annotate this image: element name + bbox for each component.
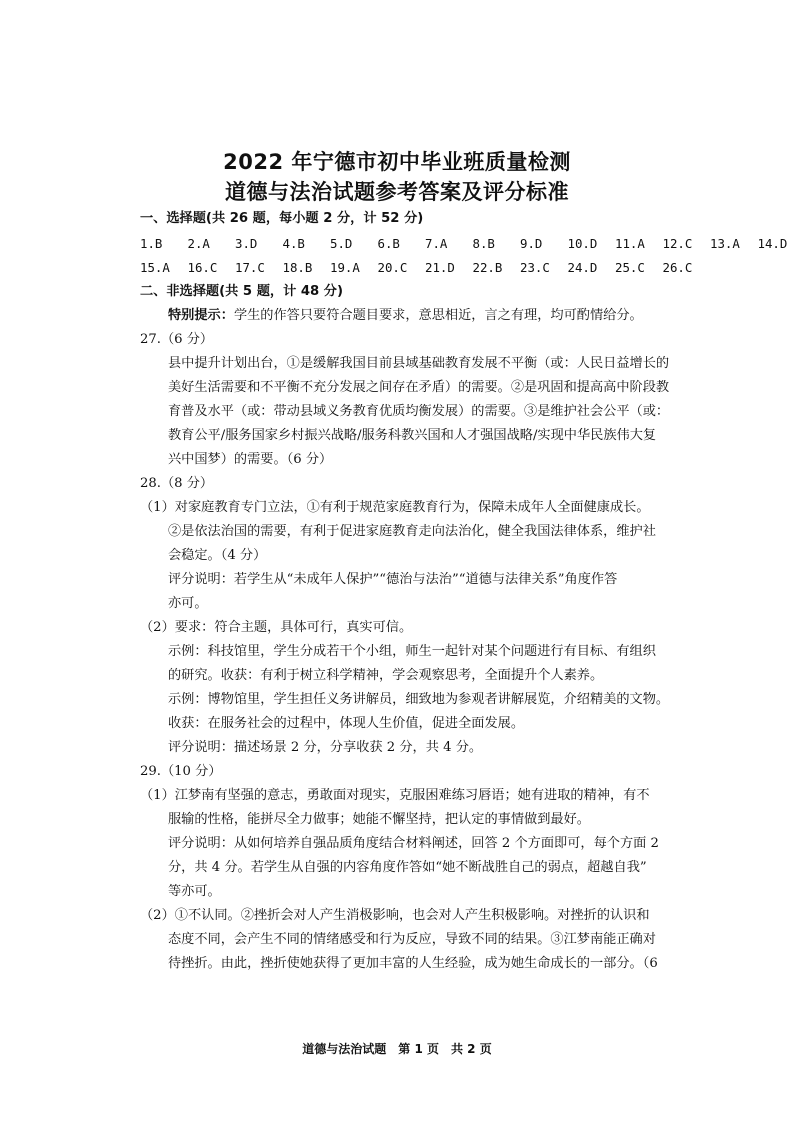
section1-heading: 一、选择题(共 26 题，每小题 2 分，计 52 分)	[140, 211, 424, 226]
answer-item: 26.C	[662, 260, 693, 275]
question-28-line: 评分说明：若学生从“未成年人保护”“德治与法治”“道德与法律关系”角度作答	[168, 572, 618, 587]
answer-item: 4.B	[282, 236, 305, 251]
answer-item: 10.D	[567, 236, 598, 251]
question-29-line: 等亦可。	[168, 884, 221, 899]
question-27-number: 27.（6 分）	[140, 332, 214, 347]
answer-item: 7.A	[425, 236, 448, 251]
answers-row-1	[140, 235, 794, 253]
answer-item: 1.B	[140, 236, 163, 251]
question-28-line: 的研究。收获：有利于树立科学精神，学会观察思考，全面提升个人素养。	[168, 668, 604, 683]
question-29-line: 分，共 4 分。若学生从自强的内容角度作答如“她不断战胜自己的弱点，超越自我”	[168, 860, 647, 875]
answer-item: 12.C	[662, 236, 693, 251]
answer-item: 3.D	[235, 236, 258, 251]
answer-item: 18.B	[282, 260, 313, 275]
question-28-line: 亦可。	[168, 596, 208, 611]
question-28-line: 示例：博物馆里，学生担任义务讲解员，细致地为参观者讲解展览，介绍精美的文物。	[168, 692, 670, 707]
question-28-line: （1）对家庭教育专门立法，①有利于规范家庭教育行为，保障未成年人全面健康成长。	[140, 500, 650, 515]
question-29-line: 服输的性格，能拼尽全力做事；她能不懈坚持，把认定的事情做到最好。	[168, 812, 590, 827]
question-29-line: 待挫折。由此，挫折使她获得了更加丰富的人生经验，成为她生命成长的一部分。（6	[168, 956, 658, 971]
question-28-line: ②是依法治国的需要，有利于促进家庭教育走向法治化，健全我国法律体系，维护社	[168, 524, 656, 539]
answers-row-2	[140, 259, 710, 277]
answer-item: 23.C	[520, 260, 550, 275]
answer-item: 20.C	[377, 260, 408, 275]
answer-item: 16.C	[187, 260, 218, 275]
document-title-line2: 道德与法治试题参考答案及评分标准	[225, 180, 569, 204]
answer-item: 8.B	[472, 236, 495, 251]
special-tip-text: 学生的作答只要符合题目要求，意思相近，言之有理，均可酌情给分。	[233, 308, 643, 323]
answer-item: 5.D	[330, 236, 353, 251]
answer-item: 2.A	[187, 236, 210, 251]
answer-item: 21.D	[425, 260, 455, 275]
question-29-number: 29.（10 分）	[140, 764, 222, 779]
answer-item: 6.B	[377, 236, 400, 251]
question-28-line: 收获：在服务社会的过程中，体现人生价值，促进全面发展。	[168, 716, 525, 731]
question-28-line: 会稳定。（4 分）	[168, 548, 267, 563]
answer-item: 13.A	[710, 236, 740, 251]
answer-item: 17.C	[235, 260, 265, 275]
question-29-line: 评分说明：从如何培养自强品质角度结合材料阐述，回答 2 个方面即可，每个方面 2	[168, 836, 659, 851]
answer-item: 24.D	[567, 260, 598, 275]
question-28-number: 28.（8 分）	[140, 476, 214, 491]
answer-item: 22.B	[472, 260, 503, 275]
answer-item: 25.C	[615, 260, 645, 275]
question-29-line: （1）江梦南有坚强的意志，勇敢面对现实，克服困难练习唇语；她有进取的精神，有不	[140, 788, 650, 803]
special-tip-label: 特别提示：	[168, 308, 234, 323]
question-27-line: 美好生活需要和不平衡不充分发展之间存在矛盾）的需要。②是巩固和提高高中阶段教	[168, 380, 670, 395]
question-27-line: 县中提升计划出台，①是缓解我国目前县域基础教育发展不平衡（或：人民日益增长的	[168, 356, 670, 371]
question-29-line: 态度不同，会产生不同的情绪感受和行为反应，导致不同的结果。③江梦南能正确对	[168, 932, 656, 947]
answer-item: 11.A	[615, 236, 645, 251]
answer-item: 15.A	[140, 260, 170, 275]
question-28-line: 示例：科技馆里，学生分成若干个小组，师生一起针对某个问题进行有目标、有组织	[168, 644, 656, 659]
question-28-line: （2）要求：符合主题，具体可行，真实可信。	[140, 620, 413, 635]
section2-heading: 二、非选择题(共 5 题，计 48 分)	[140, 284, 344, 299]
question-27-line: 教育公平/服务国家乡村振兴战略/服务科教兴国和人才强国战略/实现中华民族伟大复	[168, 428, 657, 443]
document-title-line1: 2022 年宁德市初中毕业班质量检测	[223, 150, 571, 174]
answer-item: 19.A	[330, 260, 360, 275]
question-27-line: 兴中国梦）的需要。（6 分）	[168, 452, 333, 467]
question-27-line: 育普及水平（或：带动县域义务教育优质均衡发展）的需要。③是维护社会公平（或：	[168, 404, 670, 419]
question-28-line: 评分说明：描述场景 2 分，分享收获 2 分，共 4 分。	[168, 740, 483, 755]
page-footer: 道德与法治试题 第 1 页 共 2 页	[302, 1042, 492, 1056]
special-tip	[168, 307, 643, 325]
answer-item: 9.D	[520, 236, 543, 251]
question-29-line: （2）①不认同。②挫折会对人产生消极影响，也会对人产生积极影响。对挫折的认识和	[140, 908, 650, 923]
answer-item: 14.D	[757, 236, 788, 251]
